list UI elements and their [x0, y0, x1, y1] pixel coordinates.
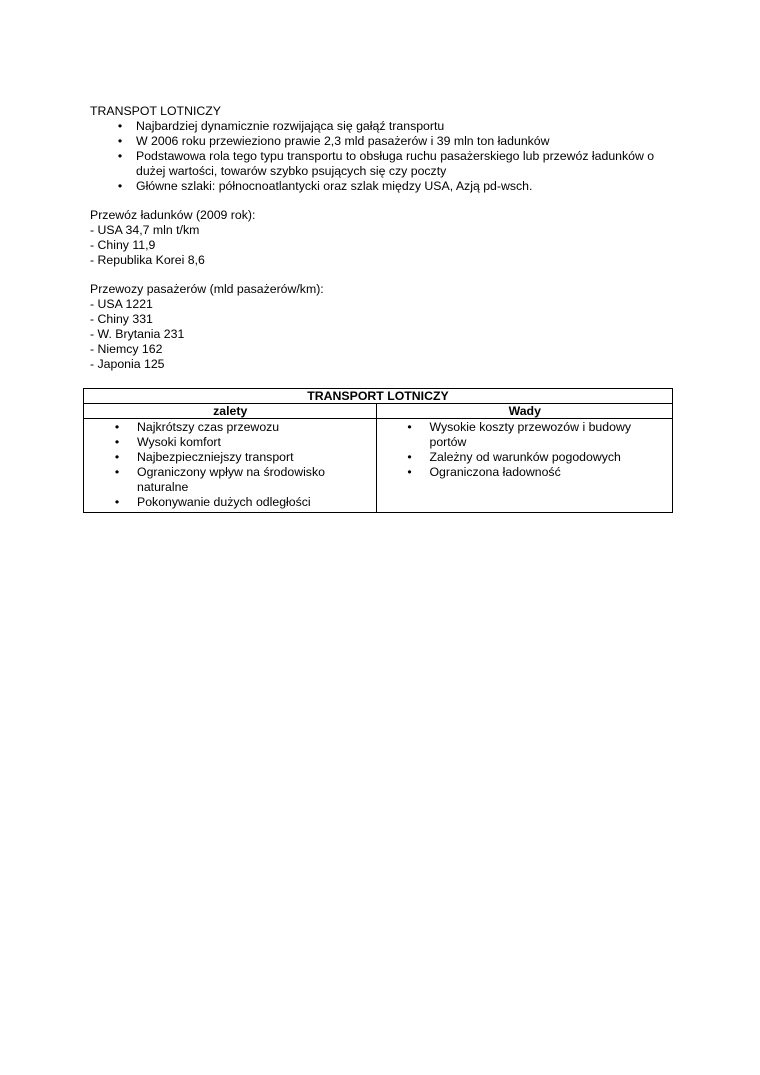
- cargo-item: - Chiny 11,9: [90, 238, 156, 252]
- intro-bullet: [90, 149, 666, 179]
- advantage-item: [84, 420, 376, 435]
- bullet-icon: •: [407, 465, 412, 479]
- intro-bullet: [90, 119, 676, 134]
- passengers-item: - Japonia 125: [90, 357, 165, 371]
- disadvantage-item: [377, 420, 672, 450]
- advantages-header: zalety: [84, 404, 377, 419]
- advantages-cell: [84, 419, 377, 513]
- disadvantage-text: Ograniczona ładowność: [429, 465, 561, 479]
- advantage-item: [84, 465, 376, 495]
- passengers-section: [90, 282, 680, 372]
- advantage-text: Ograniczony wpływ na środowisko naturalne: [137, 465, 325, 494]
- intro-bullet-text: W 2006 roku przewieziono prawie 2,3 mld pasażerów i 39 mln ton ładunków: [136, 134, 550, 148]
- disadvantages-list: [377, 420, 672, 480]
- bullet-icon: •: [114, 465, 120, 479]
- cargo-item: - Republika Korei 8,6: [90, 253, 205, 267]
- passengers-heading: Przewozy pasażerów (mld pasażerów/km):: [90, 282, 324, 296]
- bullet-icon: •: [114, 495, 120, 509]
- advantage-item: [84, 495, 376, 510]
- advantage-item: [84, 450, 376, 465]
- section-title: TRANSPOT LOTNICZY: [90, 104, 221, 118]
- table-title: TRANSPORT LOTNICZY: [84, 389, 673, 404]
- passengers-item: - Chiny 331: [90, 312, 153, 326]
- intro-bullet-list: [90, 119, 680, 194]
- disadvantages-header: Wady: [377, 404, 673, 419]
- bullet-icon: •: [117, 119, 123, 133]
- disadvantage-text: Zależny od warunków pogodowych: [429, 450, 621, 464]
- advantage-item: [84, 435, 376, 450]
- intro-bullet-text: Podstawowa rola tego typu transportu to obsługa ruchu pasażerskiego lub przewóz ładunków o dużej wartości, towarów szybko psujących się czy poczty: [136, 149, 655, 178]
- document-content: [90, 104, 680, 372]
- intro-bullet-text: Główne szlaki: północnoatlantycki oraz szlak między USA, Azją pd-wsch.: [136, 179, 533, 193]
- bullet-icon: •: [117, 149, 123, 163]
- cargo-item: - USA 34,7 mln t/km: [90, 223, 200, 237]
- disadvantages-cell: [377, 419, 673, 513]
- passengers-item: - USA 1221: [90, 297, 153, 311]
- advantage-text: Najbezpieczniejszy transport: [137, 450, 294, 464]
- intro-bullet: [90, 179, 676, 194]
- bullet-icon: •: [114, 450, 120, 464]
- intro-bullet: [90, 134, 676, 149]
- disadvantage-item: [377, 450, 672, 465]
- passengers-item: - W. Brytania 231: [90, 327, 185, 341]
- intro-bullet-text: Najbardziej dynamicznie rozwijająca się gałąź transportu: [136, 119, 445, 133]
- advantages-list: [84, 420, 376, 510]
- cargo-section: [90, 208, 680, 268]
- bullet-icon: •: [114, 435, 120, 449]
- bullet-icon: •: [117, 134, 123, 148]
- cargo-heading: Przewóz ładunków (2009 rok):: [90, 208, 256, 222]
- comparison-table: [83, 388, 673, 513]
- bullet-icon: •: [407, 420, 412, 434]
- bullet-icon: •: [117, 179, 123, 193]
- disadvantage-item: [377, 465, 672, 480]
- bullet-icon: •: [407, 450, 412, 464]
- bullet-icon: •: [114, 420, 120, 434]
- advantage-text: Najkrótszy czas przewozu: [137, 420, 280, 434]
- advantage-text: Wysoki komfort: [137, 435, 221, 449]
- advantage-text: Pokonywanie dużych odległości: [137, 495, 311, 509]
- passengers-item: - Niemcy 162: [90, 342, 163, 356]
- disadvantage-text: Wysokie koszty przewozów i budowy portów: [429, 420, 631, 449]
